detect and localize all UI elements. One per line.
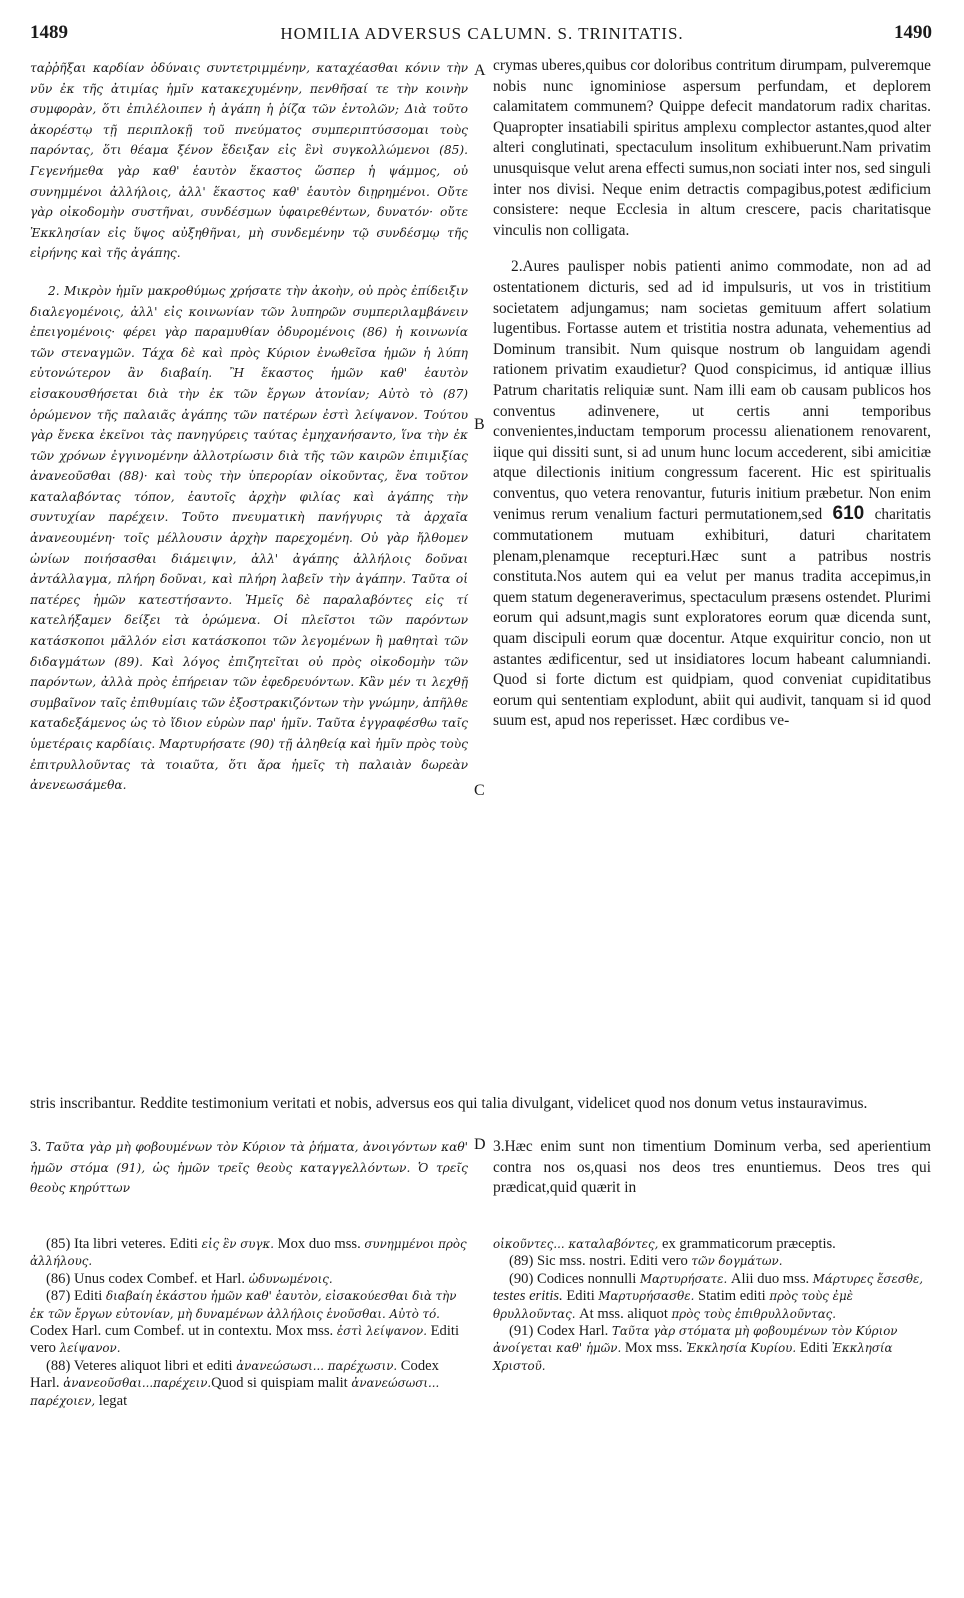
fullwidth-line: stris inscribantur. Reddite testimonium veritati et nobis, adversus eos qui talia divulgant, videlicet quod nos donum vetus instauravimus. [30,1095,868,1112]
footnote-greek: λείψανον. [59,1341,121,1356]
margin-marker-d: D [474,1136,486,1153]
footnote-text: (85) Ita libri veteres. Editi [46,1236,202,1252]
latin-paragraph-2-end: charitatis commutationem mutuam exhibituri, daturi charitatem plenam,plenamque recepturi.Hæc sunt a patribus nostris constituta.Nos autem qui ea velut per manus tradita accepimus,in quem statum degeneraverimus, spectaculum præsens ostendet. Plurimi eorum qui adsunt,magis sunt exploratores eorum quæ dicenda sunt, quam discipuli eorum quæ docentur. Atque exquiritur concio, non ut astantes ædificentur, sed ut insidiatores locum habeant calumniandi. Quod si forte dictum est quidpiam, quod conveniat cupiditatibus eorum qui sententiam explodunt, abiit qui audivit, tanquam si id quod suum est, apud nos reperisset. Hæc cordibus ve- [493,506,931,730]
footnote-text: Statim editi [694,1288,770,1305]
footnote-greek: ὠδυνωμένοις. [248,1271,333,1286]
footnote-greek: οἰκοῦντες... καταλαβόντες, [493,1237,659,1251]
footnote-text: Editi vero [30,1323,460,1357]
footnote-text: (86) Unus codex Combef. et Harl. [46,1270,249,1287]
column-number: 610 [832,503,865,525]
margin-marker-c: C [474,782,485,799]
greek-paragraph-2: 2. Μικρὸν ἡμῖν μακροθύμως χρήσατε τὴν ἀκοὴν, οὐ πρὸς ἐπίδειξιν διαλεγομένοις, ἀλλ' εἰς κοινωνίαν τῶν λυπηρῶν συμπεριλαμβάνειν ἐπειγομένοις· φέρει γὰρ παραμυθίαν ὀδυρομένοις (86) ἡ κοινωνία τῶν στεναγμῶν. Τάχα δὲ καὶ πρὸς Κύριον ἐνωθεῖσα ἡμῶν ἡ λύπη εὐτονώτερον ἂν διαβαίη. Ἢ ἕκαστος ἡμῶν καθ' ἑαυτὸν εἰσακουσθήσεται διὰ τὴν ἐκ τῶν ἔργων ἀτονίαν; Αὐτὸ τὸ (87) ὁρώμενον τῆς παλαιᾶς ἀγάπης τῶν πατέρων ἐστὶ λείψανον. Τούτου γὰρ ἕνεκα ἐκεῖνοι τὰς πανηγύρεις ταύτας ἐμηχανήσαντο, ἵνα τὴν ἐκ τῶν χρόνων ἐγγινομένην ἀλλοτρίωσιν διὰ τῆς τῶν καιρῶν ἐπιμιξίας ἀνανεοῦσθαι (88)· καὶ τοὺς τὴν ὑπερορίαν οἰκοῦντας, ἕνα τοῦτον καταλαβόντας τόπον, ἑαυτοῖς ἀρχὴν φιλίας καὶ ἀγάπης τὴν συντυχίαν παρέχειν. Τοῦτο πνευματικὴ πανήγυρις τὰ ἀρχαῖα ἀνανεουμένη· τοῖς μέλλουσιν ἀρχὴν παρεχομένη. Οὐ γὰρ ἤλθομεν ὠνίων ποιήσασθαι διάμειψιν, ἀλλ' ἀγάπης ἀλλήλοις δοῦναι ἀντάλλαγμα, πλήρη δοῦναι, καὶ πλήρη λαβεῖν τὴν ἀγάπην. Ταῦτα οἱ πατέρες ἡμῶν κατεστήσαντο. Ἡμεῖς δὲ παραλαβόντες εἰς τί κατελήξαμεν δείξει τὰ ὁρώμενα. Οἱ πλεῖστοι τῶν παρόντων κατάσκοποι μᾶλλόν εἰσι κατάσκοποι τῶν λεγομένων ἢ μαθηταὶ τῶν διδαγμάτων (89). Καὶ λόγος ἐπιζητεῖται οὐ πρὸς οἰκοδομὴν τῶν παρόντων, ἀλλὰ πρὸς ἐπήρειαν τῶν ἐφεδρευόντων. Κἂν μέν τι λεχθῇ συμβαῖνον ταῖς ἐπιθυμίαις τῶν ἐξοστρακιζόντων τὴν γνώμην, ἀπῆλθε καταδεξάμενος ὡς τὸ ἴδιον εὑρὼν παρ' ἡμῖν. Ταῦτα ἐγγραφέσθω ταῖς ὑμετέραις καρδίαις. Μαρτυρήσατε (90) τῇ ἀληθείᾳ καὶ ἡμῖν πρὸς τοὺς ἐπιτρυλλοῦντας τὰ τοιαῦτα, ὅτι ἄρα ἡμεῖς τὴ παλαιὰν δωρεὰν ἀνενεωσάμεθα. [30,283,468,793]
margin-marker-a: A [474,62,486,79]
greek-paragraph-1: ταῤῥῆξαι καρδίαν ὀδύναις συντετριμμένην, καταχέασθαι κόνιν τὴν νῦν ἐκ τῆς ἀτιμίας ἡμῖν κατακεχυμένην, πενθῆσαί τε τὴν κοινὴν συμφορὰν, ὅτι ἐπιλέλοιπεν ἡ ἀγάπη ἡ ῥίζα τῶν ἐντολῶν; Διὰ τοῦτο ἀκορέστῳ τῇ περιπλοκῇ τοῦ πνεύματος συμπεριπτύσσομαι τοὺς παρόντας, ὅτι θέαμα ξένον ἔδειξαν εἰς ἓνὶ συγκολλώμενοι (85). Γεγενήμεθα γὰρ καθ' ἑαυτὸν ἕκαστος ὥσπερ ἡ ψάμμος, οὐ συνημμένοι ἀλλήλοις, ἀλλ' ἕκαστος καθ' ἑαυτὸν διῃρημένοι. Οὔτε γὰρ οἰκοδομὴν συστῆναι, συνδέσμων ὑφαιρεθέντων, δυνατόν· οὔτε Ἐκκλησίαν εἰς ὕψος αὐξηθῆναι, μὴ συνδεμένην τῷ συνδέσμῳ τῆς εἰρήνης καὶ τῆς ἀγάπης. [30,61,468,261]
footnote-greek: Ταῦτα γὰρ στόματα μὴ φοβουμένων τὸν Κύριον ἀνοίγεται καθ' ἡμῶν. [493,1324,898,1356]
footnote-greek: Μάρτυρες ἔσεσθε, [812,1271,924,1286]
latin-paragraph-2-start: 2.Aures paulisper nobis patienti animo commodate, non ad ad ostentationem dicturis, sed ad id impulsuris, ut vos in tristitium societatem adjungamus; nam societas gemituum affert solatium lugentibus. Fortasse autem et tristitia nostra adunata, vehementius ad Dominum transibit. Num quisque nostrum ob languidam agendi rationem privatim exaudietur? Quod conspicimus, id antiquæ illius Patrum charitatis reliquiæ sunt. Nam illi eam ob causam publicos hos conventus adinvenere, ut certis anni temporibus convenientes,inductam temporum processu alienationem renovarent, iique qui dissiti sunt, si ad unum hunc locum accederent, sibi amicitiæ atque dilectionis initium congressum facerent. Hic est spiritualis conventus, quo vetera renovantur, futuris initium præbetur. Non enim venimus rerum venalium facturi permutationem,sed [493,258,931,524]
footnote-greek: πρὸς τοὺς ἐμὲ θρυλλοῦντας. [493,1289,853,1321]
footnote-85 [30,1236,468,1271]
footnote-text: Quod si quispiam malit [211,1375,352,1392]
latin-paragraph-2 [493,257,931,732]
running-title: HOMILIA ADVERSUS CALUMN. S. TRINITATIS. [280,24,684,43]
footnote-greek: συνημμένοι πρὸς ἀλλήλους. [30,1237,467,1269]
footnote-greek: διαβαίη ἑκάστου ἡμῶν καθ' ἑαυτὸν, εἰσακούεσθαι διὰ τὴν ἐκ τῶν ἔργων εὐτονίαν, μὴ δυναμένων ἀλλήλοις ἑνοῦσθαι. Αὐτὸ τό. [30,1289,457,1321]
footnote-greek: ἀνανεώσωσι... παρέχωσιν. [236,1358,398,1373]
latin-column [493,56,931,732]
footnote-text: Editi [562,1288,599,1305]
greek-section-3 [30,1137,468,1199]
footnote-text: ex grammaticorum præceptis. [658,1236,836,1252]
latin-paragraph-1: crymas uberes,quibus cor doloribus contritum dirumpam, pulveremque nobis nunc ignominiose aspersum perfundam, et deplorem calamitatem communem? Quippe defecit mandatorum radix charitas. Quapropter insatiabili spiritus amplexu complector astantes,quod alter alteri conglutinati, spectaculum insolitum exhibuerunt.Nam privatim unusquisque velut arena effecti sumus,non sociati inter nos, sed singuli inter nos divisi. Neque enim detractis compagibus,potest ædificium consistere: neque Ecclesia in altum crescere, pacis charitatisque vinculis non colligata. [493,57,931,239]
footnote-greek: Μαρτυρήσασθε. [598,1289,695,1304]
footnote-greek: Ἐκκλησία Κυρίου. [686,1341,797,1356]
footnote-text: (88) Veteres aliquot libri et editi [46,1357,237,1374]
footnote-text: Mox duo mss. [273,1236,365,1252]
footnote-88-continued [493,1236,931,1253]
footnote-text: Mox mss. [621,1340,687,1357]
footnote-88 [30,1358,468,1410]
footnote-greek: εἰς ἓν συγκ. [201,1237,274,1251]
footnote-text: (91) Codex Harl. [509,1323,612,1340]
footnote-text: Codex Harl. cum Combef. ut in contextu. Mox mss. [30,1323,337,1340]
footnotes-left [30,1236,468,1410]
footnotes-right [493,1236,931,1375]
footnote-text: At mss. aliquot [575,1305,672,1322]
footnote-text: Alii duo mss. [727,1270,813,1287]
footnote-text: (87) Editi [46,1288,106,1305]
footnote-86 [30,1271,468,1288]
footnote-89 [493,1253,931,1270]
footnote-greek: ἀνανεώσωσι... παρέχοιεν, [30,1376,440,1408]
footnote-87 [30,1288,468,1358]
page-header [0,22,964,52]
latin-section-3: 3.Hæc enim sunt non timentium Dominum verba, sed aperientium contra nos os,quasi nos deos tres enuntiemus. Deos tres qui prædicat,quid quærit in [493,1138,931,1197]
greek-column [30,58,468,796]
page-number-left: 1489 [30,22,68,43]
footnote-91 [493,1323,931,1375]
footnote-greek: τῶν δογμάτων. [691,1254,783,1269]
footnote-greek: πρὸς τοὺς ἐπιθρυλλοῦντας. [671,1306,837,1321]
footnote-italic: testes eritis. [493,1288,563,1305]
footnote-text: Editi [796,1340,832,1357]
greek-section-3-text: Ταῦτα γὰρ μὴ φοβουμένων τὸν Κύριον τὰ ῥήματα, ἀνοιγόντων καθ' ἡμῶν στόμα (91), ὡς ἡμῶν τρεῖς θεοὺς καταγγελλόντων. Ὁ τρεῖς θεοὺς κηρύττων [30,1140,469,1196]
footnote-greek: ἐστὶ λείψανον. [336,1324,427,1339]
margin-marker-b: B [474,416,485,433]
footnote-text: legat [95,1392,128,1409]
footnote-90 [493,1271,931,1323]
footnote-text: (89) Sic mss. nostri. Editi vero [509,1253,692,1270]
footnote-text: Codex Harl. [30,1357,439,1392]
footnote-greek: ἀνανεοῦσθαι...παρέχειν. [63,1376,212,1391]
page-number-right: 1490 [894,22,932,43]
footnote-text: (90) Codices nonnulli [509,1270,640,1287]
greek-section-3-number: 3. [30,1139,42,1155]
footnote-greek: Μαρτυρήσατε. [639,1271,728,1286]
footnote-greek: Ἐκκλησία Χριστοῦ. [493,1341,893,1373]
